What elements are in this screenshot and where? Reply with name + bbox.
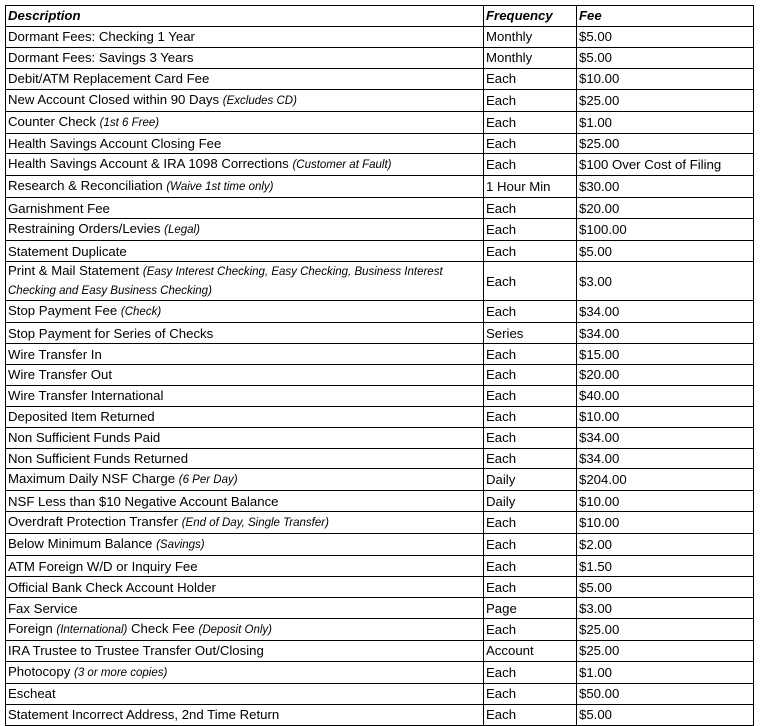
fee-frequency: Daily [484,469,577,491]
fee-description-cell [6,534,484,556]
table-row [6,641,754,662]
fee-description-cell [6,427,484,448]
table-row [6,344,754,365]
fee-frequency: Monthly [484,47,577,68]
table-row [6,448,754,469]
fee-description-cell [6,323,484,344]
fee-description-cell [6,704,484,725]
fee-description-cell [6,301,484,323]
fee-amount: $25.00 [577,641,754,662]
fee-amount: $20.00 [577,365,754,386]
fee-amount: $15.00 [577,344,754,365]
fee-frequency: Each [484,111,577,133]
fee-amount: $34.00 [577,427,754,448]
fee-frequency: Each [484,661,577,683]
fee-description: Non Sufficient Funds Returned [8,451,189,467]
fee-description: ATM Foreign W/D or Inquiry Fee [8,558,198,574]
fee-description-cell [6,26,484,47]
fee-description: Stop Payment Fee [8,303,118,319]
header-frequency: Frequency [484,6,577,27]
fee-amount: $2.00 [577,534,754,556]
table-row [6,534,754,556]
fee-amount: $5.00 [577,241,754,262]
fee-description: Garnishment Fee [8,200,110,216]
table-row [6,577,754,598]
fee-description-cell [6,661,484,683]
fee-amount: $50.00 [577,683,754,704]
fee-frequency: Each [484,577,577,598]
fee-frequency: Page [484,598,577,619]
fee-description: Official Bank Check Account Holder [8,579,216,595]
fee-description: Escheat [8,686,56,702]
fee-amount: $10.00 [577,68,754,89]
fee-frequency: Each [484,68,577,89]
fee-description: NSF Less than $10 Negative Account Balance [8,493,279,509]
fee-amount: $3.00 [577,598,754,619]
fee-description: Foreign [8,621,53,637]
fee-description: Wire Transfer In [8,346,102,362]
table-row [6,89,754,111]
table-row [6,512,754,534]
fee-frequency: Each [484,365,577,386]
fee-frequency: Each [484,427,577,448]
fee-note: (Easy Interest Checking, Easy Checking, Business Interest Checking and Easy Business Checking) [8,266,443,298]
fee-frequency: Each [484,241,577,262]
table-row [6,491,754,512]
fee-description-cell [6,219,484,241]
fee-description: Overdraft Protection Transfer [8,514,179,530]
fee-description: Maximum Daily NSF Charge [8,471,176,487]
fee-description: Wire Transfer Out [8,367,113,383]
table-row [6,323,754,344]
fee-description-cell [6,577,484,598]
fee-description-cell [6,469,484,491]
fee-description: Health Savings Account Closing Fee [8,136,222,151]
fee-description-cell [6,47,484,68]
fee-description-cell [6,385,484,406]
fee-description-cell [6,68,484,89]
fee-frequency: Each [484,262,577,301]
fee-note: (Savings) [156,539,205,552]
fee-amount: $20.00 [577,198,754,219]
fee-description-cell [6,619,484,641]
fee-frequency: Monthly [484,26,577,47]
fee-description: Wire Transfer International [8,388,164,404]
fee-amount: $25.00 [577,619,754,641]
fee-amount: $10.00 [577,406,754,427]
fee-amount: $34.00 [577,448,754,469]
fee-description-cell [6,683,484,704]
fee-amount: $10.00 [577,491,754,512]
fee-amount: $5.00 [577,577,754,598]
table-row [6,47,754,68]
fee-amount: $1.50 [577,556,754,577]
fee-description-cell [6,133,484,154]
fee-frequency: Each [484,219,577,241]
fee-description-cell [6,154,484,176]
table-row [6,154,754,176]
fee-amount: $10.00 [577,512,754,534]
fee-note: (1st 6 Free) [99,116,160,129]
fee-description-cell [6,365,484,386]
table-row [6,176,754,198]
fee-description: Dormant Fees: Savings 3 Years [8,50,194,66]
fee-amount: $3.00 [577,262,754,301]
fee-frequency: Series [484,323,577,344]
fee-frequency: Each [484,89,577,111]
table-row [6,469,754,491]
fee-description: Photocopy [8,663,71,679]
fee-frequency: Each [484,556,577,577]
table-row [6,556,754,577]
fee-amount: $30.00 [577,176,754,198]
table-row [6,198,754,219]
fee-frequency: Each [484,534,577,556]
fee-frequency: Daily [484,491,577,512]
table-row [6,133,754,154]
table-row [6,661,754,683]
fee-table-body [6,26,754,725]
fee-amount: $34.00 [577,301,754,323]
table-row [6,219,754,241]
fee-description: Stop Payment for Series of Checks [8,325,214,341]
fee-note: (International) [56,624,128,637]
table-row [6,241,754,262]
table-row [6,704,754,725]
fee-frequency: Each [484,154,577,176]
fee-description: Statement Incorrect Address, 2nd Time Return [8,707,280,723]
fee-description-cell [6,111,484,133]
fee-frequency: Each [484,448,577,469]
fee-frequency: Each [484,683,577,704]
fee-description: IRA Trustee to Trustee Transfer Out/Closing [8,643,264,659]
fee-description-cell [6,89,484,111]
fee-amount: $5.00 [577,704,754,725]
table-row [6,365,754,386]
table-row [6,26,754,47]
fee-note: (Deposit Only) [198,624,272,637]
table-row [6,406,754,427]
fee-frequency: Each [484,301,577,323]
fee-amount: $34.00 [577,323,754,344]
header-row [6,6,754,27]
fee-note: (Excludes CD) [222,94,297,107]
fee-description: Counter Check [8,113,96,129]
fee-note: (Waive 1st time only) [166,181,274,194]
header-fee: Fee [577,6,754,27]
header-description: Description [6,6,484,27]
fee-description: Fax Service [8,600,78,616]
table-row [6,598,754,619]
fee-frequency: Each [484,704,577,725]
fee-amount: $5.00 [577,47,754,68]
fee-description: Print & Mail Statement [8,263,140,279]
fee-description-cell [6,641,484,662]
fee-frequency: Each [484,385,577,406]
fee-description: Deposited Item Returned [8,409,155,425]
fee-note: (Check) [120,306,162,319]
fee-description-cell [6,512,484,534]
fee-note: (3 or more copies) [74,666,168,679]
table-row [6,262,754,301]
fee-description-cell [6,198,484,219]
fee-frequency: Each [484,344,577,365]
fee-amount: $1.00 [577,661,754,683]
table-row [6,68,754,89]
fee-note: (6 Per Day) [178,474,238,487]
fee-description: Health Savings Account & IRA 1098 Corrections [8,156,289,172]
fee-amount: $1.00 [577,111,754,133]
fee-description-cell [6,176,484,198]
table-row [6,111,754,133]
fee-description-cell [6,598,484,619]
fee-frequency: 1 Hour Min [484,176,577,198]
fee-description-cell [6,344,484,365]
fee-schedule-table [5,5,754,726]
fee-description-cell [6,491,484,512]
fee-description-cell [6,448,484,469]
table-row [6,619,754,641]
fee-amount: $100 Over Cost of Filing [577,154,754,176]
fee-amount: $5.00 [577,26,754,47]
fee-frequency: Account [484,641,577,662]
fee-description: Statement Duplicate [8,243,127,259]
fee-note: (Customer at Fault) [292,159,392,172]
fee-description-cell [6,262,484,301]
fee-amount: $204.00 [577,469,754,491]
fee-frequency: Each [484,133,577,154]
fee-description: Below Minimum Balance [8,536,153,552]
fee-description: Debit/ATM Replacement Card Fee [8,71,210,87]
table-row [6,427,754,448]
fee-note: (Legal) [164,224,200,237]
fee-amount: $25.00 [577,133,754,154]
fee-amount: $100.00 [577,219,754,241]
fee-description: Dormant Fees: Checking 1 Year [8,29,195,45]
fee-description: Restraining Orders/Levies [8,221,161,237]
fee-amount: $40.00 [577,385,754,406]
fee-description-cell [6,556,484,577]
fee-frequency: Each [484,406,577,427]
table-row [6,385,754,406]
fee-description-cell [6,406,484,427]
fee-description: Research & Reconciliation [8,178,163,194]
fee-description: Check Fee [131,621,195,637]
fee-amount: $25.00 [577,89,754,111]
fee-description-cell [6,241,484,262]
fee-note: (End of Day, Single Transfer) [181,517,329,530]
fee-frequency: Each [484,619,577,641]
fee-description: Non Sufficient Funds Paid [8,430,161,446]
table-row [6,301,754,323]
fee-description: New Account Closed within 90 Days [8,91,220,107]
table-row [6,683,754,704]
fee-frequency: Each [484,198,577,219]
fee-frequency: Each [484,512,577,534]
